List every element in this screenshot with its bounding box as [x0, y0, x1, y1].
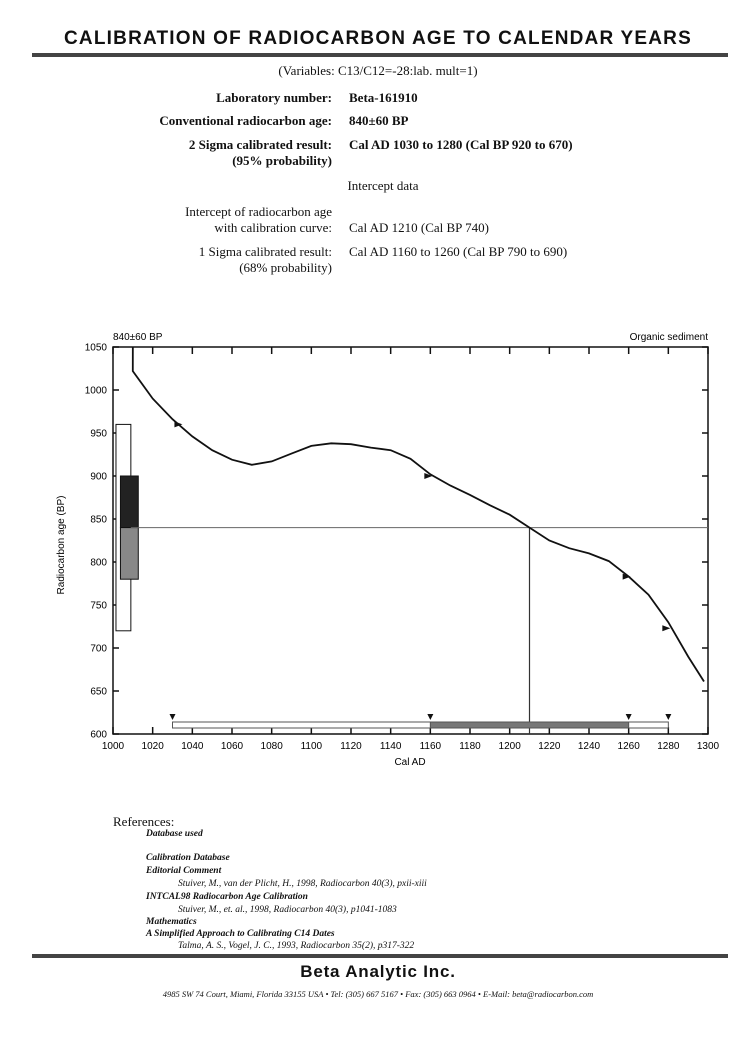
x-tick-label: 1200 — [498, 741, 521, 752]
conventional-age-label: Conventional radiocarbon age: — [159, 113, 332, 128]
range-boundary-marker — [626, 714, 632, 720]
calibration-curve — [133, 347, 704, 682]
one-sigma-range-bar — [430, 722, 628, 728]
x-tick-label: 1260 — [617, 741, 640, 752]
intercept-label-line2: with calibration curve: — [214, 220, 332, 235]
x-tick-label: 1300 — [696, 741, 720, 752]
sigma2-value: Cal AD 1030 to 1280 (Cal BP 920 to 670) — [349, 137, 573, 152]
y-tick-label: 950 — [90, 428, 107, 440]
x-tick-label: 1120 — [340, 741, 362, 752]
references — [113, 814, 174, 830]
x-tick-label: 1020 — [141, 741, 164, 752]
intercept-value: Cal AD 1210 (Cal BP 740) — [349, 220, 489, 235]
x-axis-label: Cal AD — [394, 757, 426, 768]
x-tick-label: 1240 — [577, 741, 601, 752]
y-tick-label: 850 — [90, 514, 107, 526]
x-tick-label: 1080 — [260, 741, 283, 752]
reference-line: Stuiver, M., van der Plicht, H., 1998, Radiocarbon 40(3), pxii-xiii — [178, 879, 427, 889]
material-label: Organic sediment — [629, 332, 708, 343]
intercept-heading: Intercept data — [347, 178, 419, 193]
y-tick-label: 900 — [90, 471, 107, 483]
reference-line: Talma, A. S., Vogel, J. C., 1993, Radiocarbon 35(2), p317-322 — [178, 941, 415, 951]
y-tick-label: 600 — [90, 729, 107, 741]
x-tick-label: 1060 — [220, 741, 244, 752]
company-name: Beta Analytic Inc. — [300, 962, 456, 981]
sigma1-probability: (68% probability) — [239, 260, 332, 275]
x-tick-label: 1280 — [657, 741, 680, 752]
sample-age-label: 840±60 BP — [113, 332, 163, 343]
y-tick-label: 1050 — [84, 342, 107, 354]
reference-line: Stuiver, M., et. al., 1998, Radiocarbon 40(3), p1041-1083 — [178, 905, 397, 915]
y-tick-label: 800 — [90, 557, 107, 569]
y-tick-label: 700 — [90, 643, 107, 655]
range-boundary-marker — [427, 714, 433, 720]
y-tick-label: 1000 — [84, 385, 107, 397]
x-tick-label: 1040 — [181, 741, 204, 752]
sigma1-value: Cal AD 1160 to 1260 (Cal BP 790 to 690) — [349, 244, 568, 259]
intercept-label-line1: Intercept of radiocarbon age — [185, 204, 332, 219]
sigma2-probability: (95% probability) — [232, 153, 332, 168]
one-sigma-age-box-lower — [120, 528, 138, 580]
curve-boundary-marker — [662, 625, 670, 631]
x-tick-label: 1100 — [300, 741, 323, 752]
range-boundary-marker — [665, 714, 671, 720]
header-rule — [32, 53, 728, 57]
reference-line: Database used — [146, 829, 203, 839]
one-sigma-age-box-upper — [120, 476, 138, 528]
plot-frame — [113, 347, 708, 734]
y-axis-label: Radiocarbon age (BP) — [56, 495, 67, 595]
sigma2-label: 2 Sigma calibrated result: — [188, 137, 332, 152]
references-heading: References: — [113, 814, 175, 829]
x-tick-label: 1000 — [101, 741, 125, 752]
x-tick-label: 1220 — [538, 741, 561, 752]
company-address: 4985 SW 74 Court, Miami, Florida 33155 USA • Tel: (305) 667 5167 • Fax: (305) 663 0964 • E-Mail: beta@radiocarbon.com — [162, 989, 594, 999]
x-tick-label: 1160 — [419, 741, 442, 752]
reference-line: Editorial Comment — [146, 866, 222, 876]
reference-line: Mathematics — [146, 917, 197, 927]
x-tick-label: 1140 — [379, 741, 402, 752]
y-tick-label: 750 — [90, 600, 107, 612]
range-boundary-marker — [170, 714, 176, 720]
conventional-age-value: 840±60 BP — [349, 113, 409, 128]
reference-line: INTCAL98 Radiocarbon Age Calibration — [146, 892, 308, 902]
sigma1-label: 1 Sigma calibrated result: — [198, 244, 332, 259]
page-title: CALIBRATION OF RADIOCARBON AGE TO CALENDAR YEARS — [64, 28, 692, 49]
footer-rule — [32, 954, 728, 958]
reference-line: A Simplified Approach to Calibrating C14 Dates — [146, 929, 335, 939]
lab-number-label: Laboratory number: — [216, 90, 332, 105]
variables-line: (Variables: C13/C12=-28:lab. mult=1) — [278, 63, 478, 78]
y-tick-label: 650 — [90, 686, 107, 698]
calibration-chart — [0, 320, 756, 780]
reference-line: Calibration Database — [146, 853, 230, 863]
lab-number-value: Beta-161910 — [349, 90, 418, 105]
x-tick-label: 1180 — [459, 741, 481, 752]
